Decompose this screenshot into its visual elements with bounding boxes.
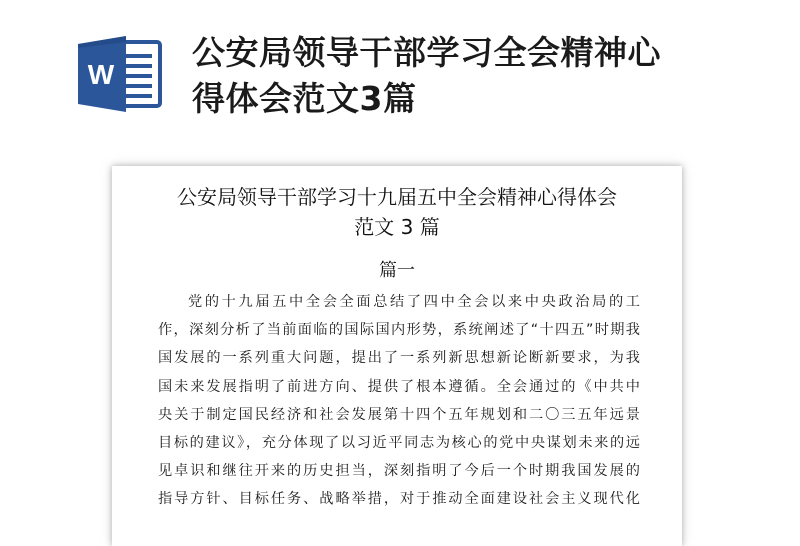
word-document-icon: [76, 34, 166, 114]
document-body: [158, 288, 640, 514]
banner-title: [192, 30, 772, 122]
word-icon-letter: W: [87, 59, 115, 90]
paragraph-line: 指导方针、目标任务、战略举措，对于推动全面建设社会主义现代化: [158, 491, 640, 508]
banner: [0, 0, 800, 150]
paragraph-line: 国发展的一系列重大问题，提出了一系列新思想新论断新要求，为我: [158, 350, 640, 367]
document-title: [112, 182, 682, 242]
document-title-line-2: 范文 3 篇: [354, 215, 440, 239]
paragraph-line: 作，深刻分析了当前面临的国际国内形势，系统阐述了“十四五”时期我: [158, 322, 640, 339]
banner-title-line-2: 得体会范文3篇: [192, 79, 417, 118]
paragraph-line: 党的十九届五中全会全面总结了四中全会以来中央政治局的工: [188, 294, 640, 310]
paragraph-line: 见卓识和继往开来的历史担当，深刻指明了今后一个时期我国发展的: [158, 463, 640, 480]
paragraph-line: 国未来发展指明了前进方向、提供了根本遵循。全会通过的《中共中: [158, 378, 640, 395]
banner-title-line-1: 公安局领导干部学习全会精神心: [192, 33, 661, 72]
section-heading: 篇一: [379, 260, 415, 281]
paragraph-line: 央关于制定国民经济和社会发展第十四个五年规划和二〇三五年远景: [158, 406, 640, 423]
document-title-line-1: 公安局领导干部学习十九届五中全会精神心得体会: [177, 185, 617, 209]
paragraph-line: 目标的建议》，充分体现了以习近平同志为核心的党中央谋划未来的远: [158, 435, 640, 452]
